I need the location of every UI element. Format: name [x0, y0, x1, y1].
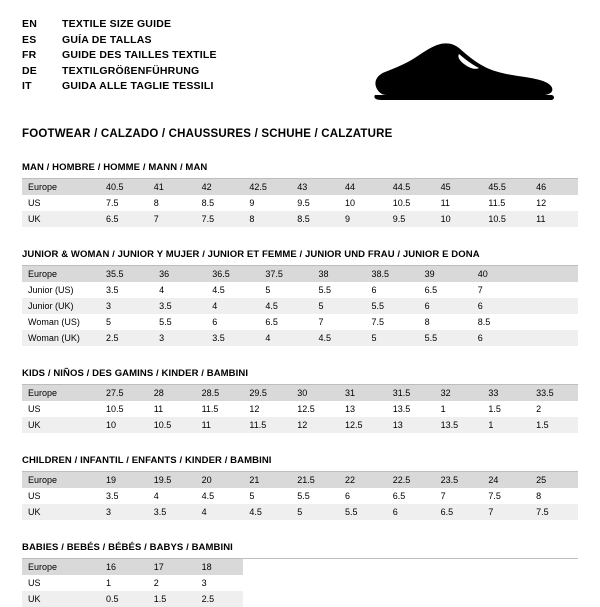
cell: 24: [482, 472, 530, 488]
cell: 19: [100, 472, 148, 488]
cell: 13.5: [392, 404, 411, 414]
cell: 6: [387, 504, 435, 520]
table-row: [22, 401, 578, 417]
footwear-heading: FOOTWEAR / CALZADO / CHAUSSURES / SCHUHE / CALZATURE: [22, 128, 393, 140]
cell-empty: [530, 575, 578, 591]
row-label: US: [28, 578, 41, 588]
cell-empty: [243, 591, 291, 607]
cell: 10.5: [148, 417, 196, 433]
cell: 13.5: [435, 417, 483, 433]
cell-empty: [291, 559, 339, 575]
cell: 6: [212, 317, 218, 327]
table-row: [22, 591, 578, 607]
cell: 27.5: [100, 385, 148, 401]
cell: 11: [196, 417, 244, 433]
cell: 9: [339, 211, 387, 227]
row-label: UK: [22, 504, 100, 520]
language-code: FR: [22, 49, 37, 61]
cell: 4: [206, 298, 259, 314]
cell-empty: [387, 591, 435, 607]
section-kids: [22, 368, 578, 433]
cell: 11: [530, 211, 578, 227]
language-row: [22, 80, 217, 96]
cell: 35.5: [100, 266, 153, 282]
cell: 3: [153, 330, 206, 346]
cell: 3: [100, 504, 148, 520]
language-code: DE: [22, 64, 37, 77]
cell: [525, 298, 578, 314]
cell: 5: [291, 504, 339, 520]
row-label: UK: [22, 591, 100, 607]
row-label: US: [28, 198, 41, 208]
row-label: Europe: [22, 385, 100, 401]
row-label: Woman (UK): [22, 330, 100, 346]
section-babies: [22, 542, 578, 607]
table-row: [22, 472, 578, 488]
language-row: [22, 49, 217, 65]
cell: 10.5: [106, 404, 124, 414]
language-code: ES: [22, 33, 37, 46]
cell: 7: [318, 317, 324, 327]
cell: 9.5: [387, 211, 435, 227]
size-table-junior-woman: [22, 266, 578, 346]
cell-empty: [291, 575, 339, 591]
cell: [525, 330, 578, 346]
cell: 2: [536, 404, 542, 414]
cell-empty: [291, 591, 339, 607]
cell: 4: [196, 504, 244, 520]
cell: 3.5: [206, 330, 259, 346]
cell: 5: [265, 285, 271, 295]
cell: 40: [472, 266, 525, 282]
row-label: Europe: [22, 266, 100, 282]
cell: 12: [291, 417, 339, 433]
cell: 39: [419, 266, 472, 282]
cell: 21: [243, 472, 291, 488]
cell: 30: [291, 385, 339, 401]
cell: 8: [536, 491, 542, 501]
cell: 5.5: [366, 298, 419, 314]
row-label: US: [28, 404, 41, 414]
cell: 4: [159, 285, 165, 295]
cell: 5.5: [339, 504, 387, 520]
language-title: GUÍA DE TALLAS: [62, 33, 152, 46]
cell: 10: [100, 417, 148, 433]
cell: 9: [249, 198, 255, 208]
cell: 1: [440, 404, 446, 414]
cell: 10.5: [392, 198, 411, 208]
cell: 7: [440, 491, 446, 501]
cell: 7.5: [106, 198, 119, 208]
cell: 22: [339, 472, 387, 488]
cell: 5.5: [318, 285, 331, 295]
cell: 7: [148, 211, 196, 227]
cell: 8: [424, 317, 430, 327]
cell: 12.5: [297, 404, 315, 414]
cell: 40.5: [100, 179, 148, 195]
cell: 36.5: [206, 266, 259, 282]
cell: 6: [472, 330, 525, 346]
cell: 29.5: [243, 385, 291, 401]
cell: 5.5: [419, 330, 472, 346]
cell: 1: [106, 578, 112, 588]
cell: 44: [339, 179, 387, 195]
cell: 6.5: [265, 317, 278, 327]
row-label: UK: [22, 211, 100, 227]
cell-empty: [435, 559, 483, 575]
cell: 3: [100, 298, 153, 314]
language-titles-table: [22, 18, 217, 96]
cell: 4.5: [312, 330, 365, 346]
section-children: [22, 455, 578, 520]
cell: 13: [344, 404, 355, 414]
cell: 5: [312, 298, 365, 314]
row-label: UK: [22, 417, 100, 433]
cell: 3.5: [106, 491, 119, 501]
cell: 12: [536, 198, 547, 208]
language-title: TEXTILE SIZE GUIDE: [62, 18, 172, 30]
table-row: [22, 330, 578, 346]
cell: 43: [291, 179, 339, 195]
table-row: [22, 298, 578, 314]
language-row: [22, 18, 217, 34]
language-code: IT: [22, 80, 32, 92]
cell: 12.5: [339, 417, 387, 433]
cell: 8.5: [291, 211, 339, 227]
cell-empty: [482, 575, 530, 591]
cell: 8: [243, 211, 291, 227]
table-row: [22, 559, 578, 575]
cell: 6.5: [424, 285, 438, 295]
cell: 3.5: [153, 298, 206, 314]
cell: 3: [201, 578, 207, 588]
cell: 21.5: [291, 472, 339, 488]
section-title: JUNIOR & WOMAN / JUNIOR Y MUJER / JUNIOR ET FEMME / JUNIOR UND FRAU / JUNIOR E DONA: [22, 249, 480, 260]
cell: 6: [371, 285, 377, 295]
cell: 46: [530, 179, 578, 195]
cell: 10: [344, 198, 355, 208]
row-label: Junior (US): [28, 285, 74, 295]
cell: 8: [153, 198, 159, 208]
cell: 19.5: [148, 472, 196, 488]
cell: 2.5: [100, 330, 153, 346]
cell: 6.5: [100, 211, 148, 227]
cell: 3.5: [148, 504, 196, 520]
section-junior-woman: [22, 249, 578, 346]
section-man: [22, 162, 578, 227]
row-label: Europe: [22, 179, 100, 195]
cell: 11.5: [243, 417, 291, 433]
dress-shoe-icon: [371, 34, 556, 104]
cell: 1.5: [488, 404, 501, 414]
cell-empty: [482, 559, 530, 575]
cell: 2: [153, 578, 159, 588]
cell: 5: [249, 491, 255, 501]
cell: 25: [530, 472, 578, 488]
table-row: [22, 385, 578, 401]
cell: 7.5: [530, 504, 578, 520]
cell: 44.5: [387, 179, 435, 195]
language-row: [22, 34, 217, 50]
cell: 8.5: [477, 317, 491, 327]
cell: 4: [259, 330, 312, 346]
document-header: [22, 18, 578, 114]
cell: 3.5: [106, 285, 119, 295]
cell: 11: [440, 198, 450, 208]
cell: 4.5: [212, 285, 225, 295]
cell: 42: [196, 179, 244, 195]
cell: 7: [482, 504, 530, 520]
cell: 10: [435, 211, 483, 227]
cell: 2.5: [196, 591, 244, 607]
cell: 9.5: [297, 198, 310, 208]
cell-empty: [243, 559, 291, 575]
cell: 1.5: [148, 591, 196, 607]
cell: 5: [106, 317, 112, 327]
cell: 7.5: [488, 491, 501, 501]
cell: 4.5: [243, 504, 291, 520]
section-title: BABIES / BEBÉS / BÉBÉS / BABYS / BAMBINI: [22, 542, 233, 553]
cell: 32: [435, 385, 483, 401]
language-row: [22, 65, 217, 81]
row-label: Europe: [22, 472, 100, 488]
cell: 12: [249, 404, 260, 414]
cell: 23.5: [435, 472, 483, 488]
row-label: US: [28, 491, 41, 501]
table-row: [22, 504, 578, 520]
cell: 22.5: [387, 472, 435, 488]
size-table-man: [22, 179, 578, 227]
cell: 18: [196, 559, 244, 575]
cell: 38.5: [366, 266, 419, 282]
cell: 31.5: [387, 385, 435, 401]
cell-empty: [530, 591, 578, 607]
cell: 6: [472, 298, 525, 314]
cell: 38: [312, 266, 365, 282]
cell: [525, 266, 578, 282]
cell: 13: [387, 417, 435, 433]
cell: 36: [153, 266, 206, 282]
row-label: Junior (UK): [22, 298, 100, 314]
table-row: [22, 195, 578, 211]
cell: 4.5: [201, 491, 215, 501]
table-row: [22, 488, 578, 504]
cell: 4: [153, 491, 159, 501]
table-row: [22, 211, 578, 227]
cell: 33: [482, 385, 530, 401]
table-row: [22, 282, 578, 298]
cell: 42.5: [243, 179, 291, 195]
cell: 17: [148, 559, 196, 575]
table-row: [22, 417, 578, 433]
table-row: [22, 575, 578, 591]
cell: [525, 282, 578, 298]
cell: 7: [477, 285, 483, 295]
cell: 6: [344, 491, 350, 501]
row-label: Woman (US): [28, 317, 80, 327]
cell: 16: [100, 559, 148, 575]
cell: 8.5: [201, 198, 215, 208]
cell-empty: [339, 591, 387, 607]
cell: 4.5: [259, 298, 312, 314]
cell: 33.5: [530, 385, 578, 401]
language-title: TEXTILGRÖßENFÜHRUNG: [62, 64, 200, 77]
cell: 6.5: [392, 491, 406, 501]
cell: 11.5: [488, 198, 506, 208]
section-title: KIDS / NIÑOS / DES GAMINS / KINDER / BAMBINI: [22, 368, 249, 379]
cell: 28.5: [196, 385, 244, 401]
cell-empty: [339, 559, 387, 575]
cell: 11: [153, 404, 164, 414]
cell: 5.5: [159, 317, 172, 327]
language-title: GUIDA ALLE TAGLIE TESSILI: [62, 80, 214, 92]
section-title: MAN / HOMBRE / HOMME / MANN / MAN: [22, 162, 208, 173]
cell: 45: [435, 179, 483, 195]
cell: 11.5: [201, 404, 219, 414]
cell: 45.5: [482, 179, 530, 195]
row-label: Europe: [22, 559, 100, 575]
table-row: [22, 266, 578, 282]
cell-empty: [243, 575, 291, 591]
cell: 37.5: [259, 266, 312, 282]
size-table-children: [22, 472, 578, 520]
cell: 5: [366, 330, 419, 346]
cell: 10.5: [482, 211, 530, 227]
cell-empty: [435, 575, 483, 591]
cell: 20: [196, 472, 244, 488]
cell-empty: [387, 559, 435, 575]
cell: 0.5: [100, 591, 148, 607]
cell: [525, 314, 578, 330]
cell: 31: [339, 385, 387, 401]
cell: 7.5: [371, 317, 385, 327]
table-row: [22, 314, 578, 330]
cell: 41: [148, 179, 196, 195]
language-code: EN: [22, 18, 37, 30]
cell: 28: [148, 385, 196, 401]
cell: 7.5: [196, 211, 244, 227]
cell-empty: [339, 575, 387, 591]
cell: 1.5: [530, 417, 578, 433]
cell: 6.5: [435, 504, 483, 520]
cell: 1: [482, 417, 530, 433]
cell-empty: [482, 591, 530, 607]
language-title: GUIDE DES TAILLES TEXTILE: [62, 49, 217, 61]
section-title: CHILDREN / INFANTIL / ENFANTS / KINDER / BAMBINI: [22, 455, 272, 466]
cell-empty: [387, 575, 435, 591]
cell: 6: [419, 298, 472, 314]
size-table-kids: [22, 385, 578, 433]
table-row: [22, 179, 578, 195]
cell: 5.5: [297, 491, 310, 501]
cell-empty: [530, 559, 578, 575]
cell-empty: [435, 591, 483, 607]
